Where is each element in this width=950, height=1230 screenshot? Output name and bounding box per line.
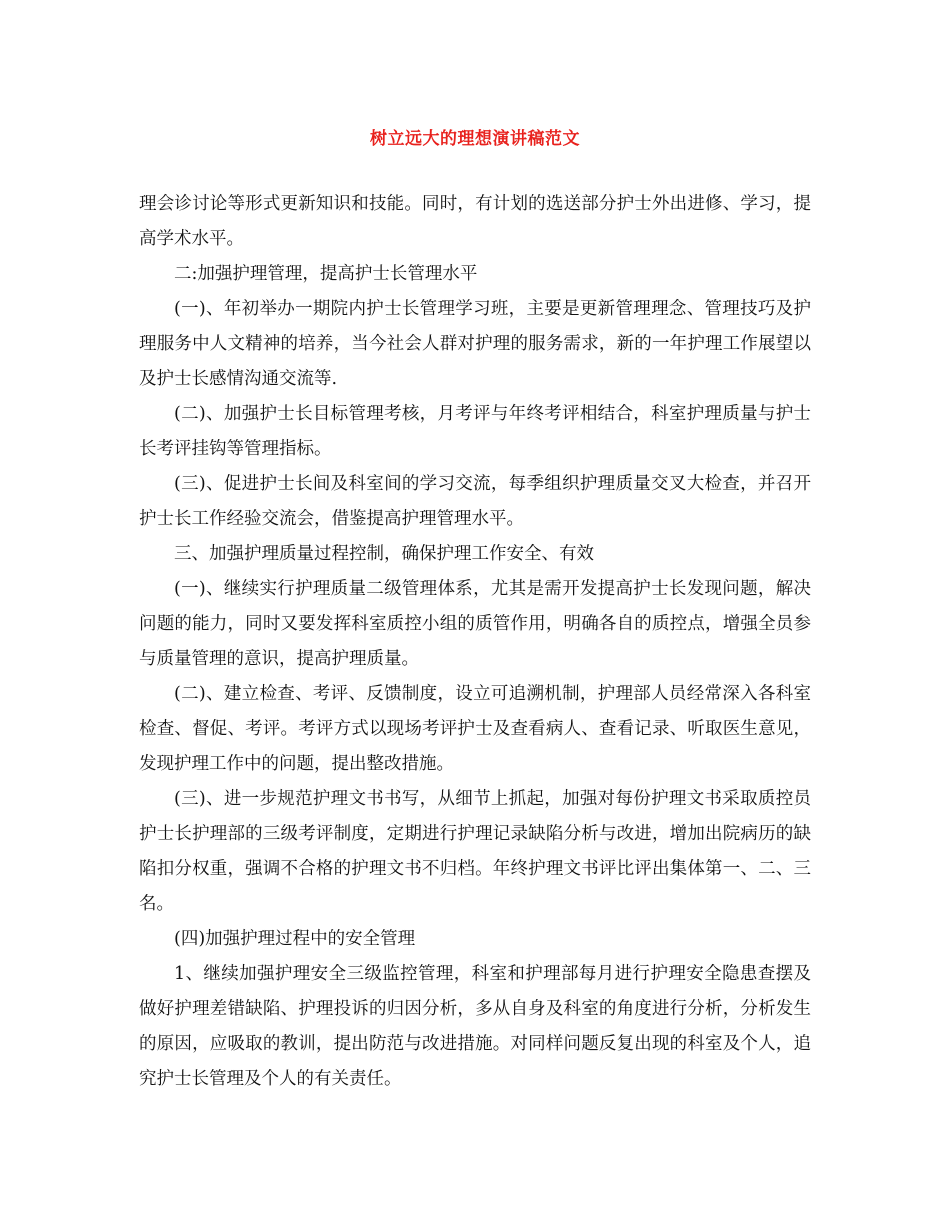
paragraph: (三)、促进护士长间及科室间的学习交流，每季组织护理质量交叉大检查，并召开护士长工作经验交流会，借鉴提高护理管理水平。 [139, 474, 811, 529]
paragraph: (一)、继续实行护理质量二级管理体系，尤其是需开发提高护士长发现问题，解决问题的能力，同时又要发挥科室质控小组的质管作用，明确各自的质控点，增强全员参与质量管理的意识，提高护理质量。 [139, 579, 811, 669]
section-heading: 二:加强护理管理，提高护士长管理水平 [174, 264, 478, 284]
paragraph: 1、继续加强护理安全三级监控管理，科室和护理部每月进行护理安全隐患查摆及做好护理差错缺陷、护理投诉的归因分析，多从自身及科室的角度进行分析，分析发生的原因，应吸取的教训，提出防范与改进措施。对同样问题反复出现的科室及个人，追究护士长管理及个人的有关责任。 [139, 964, 811, 1089]
paragraph: 理会诊讨论等形式更新知识和技能。同时，有计划的选送部分护士外出进修、学习，提高学术水平。 [139, 194, 811, 249]
document-body [139, 187, 811, 1097]
paragraph: (三)、进一步规范护理文书书写，从细节上抓起，加强对每份护理文书采取质控员护士长护理部的三级考评制度，定期进行护理记录缺陷分析与改进，增加出院病历的缺陷扣分权重，强调不合格的护理文书不归档。年终护理文书评比评出集体第一、二、三名。 [139, 789, 811, 914]
document-title: 树立远大的理想演讲稿范文 [370, 129, 580, 149]
section-heading: (四)加强护理过程中的安全管理 [174, 929, 416, 949]
paragraph: (二)、加强护士长目标管理考核，月考评与年终考评相结合，科室护理质量与护士长考评挂钩等管理指标。 [139, 404, 811, 459]
paragraph: (二)、建立检查、考评、反馈制度，设立可追溯机制，护理部人员经常深入各科室检查、督促、考评。考评方式以现场考评护士及查看病人、查看记录、听取医生意见，发现护理工作中的问题，提出整改措施。 [139, 684, 811, 774]
paragraph: (一)、年初举办一期院内护士长管理学习班，主要是更新管理理念、管理技巧及护理服务中人文精神的培养，当今社会人群对护理的服务需求，新的一年护理工作展望以及护士长感情沟通交流等. [139, 299, 811, 389]
section-heading: 三、加强护理质量过程控制，确保护理工作安全、有效 [174, 544, 594, 564]
